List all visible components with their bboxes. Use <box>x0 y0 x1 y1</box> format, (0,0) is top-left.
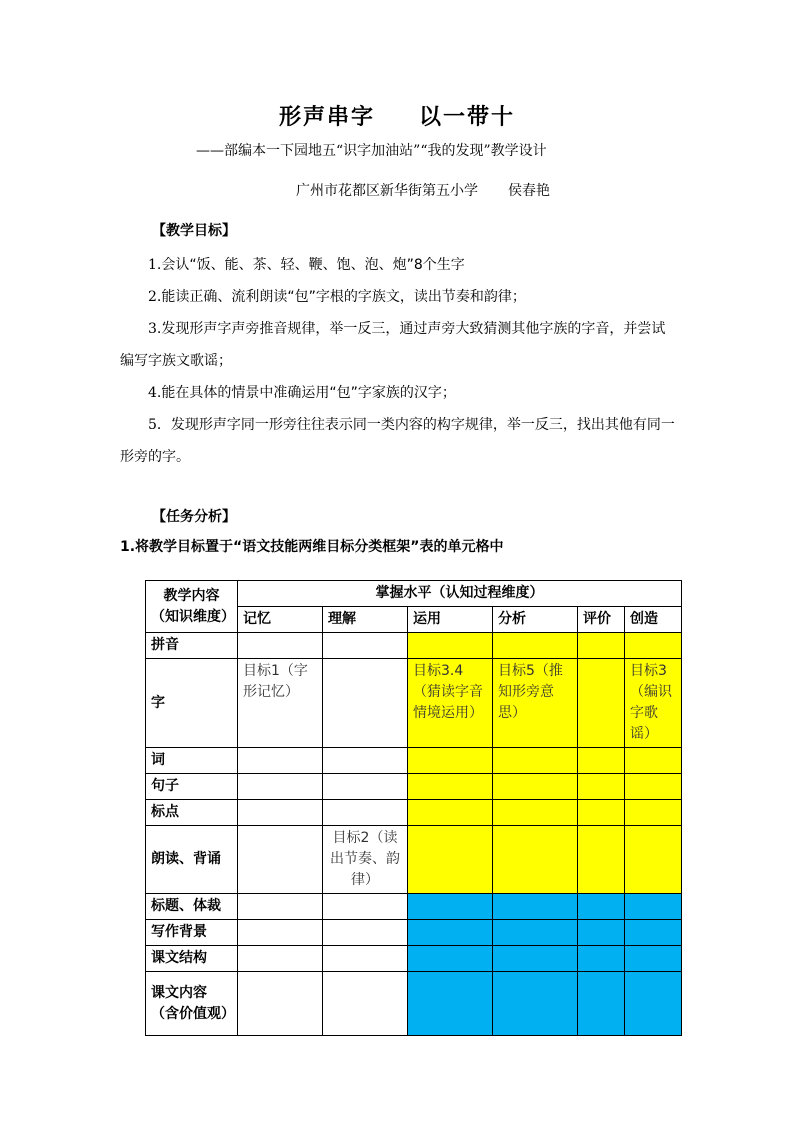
cell <box>323 920 408 946</box>
cell <box>408 633 493 659</box>
objective-2: 2.能读正确、流利朗读“包”字根的字族文，读出节奏和韵律； <box>148 289 526 305</box>
cell <box>323 659 408 748</box>
objective-4: 4.能在具体的情景中准确运用“包”字家族的汉字； <box>148 385 456 401</box>
cell <box>493 894 578 920</box>
row-label: 词 <box>146 748 238 774</box>
mastery-header: 掌握水平（认知过程维度） <box>238 581 682 607</box>
level-understand: 理解 <box>323 607 408 633</box>
cell <box>493 633 578 659</box>
cell <box>408 826 493 894</box>
table-row <box>146 748 682 774</box>
objective-5: 5．发现形声字同一形旁往往表示同一类内容的构字规律，举一反三，找出其他有同一 <box>148 417 675 433</box>
cell <box>578 972 625 1036</box>
cell <box>625 633 682 659</box>
objective-3-continued: 编写字族文歌谣； <box>120 353 232 369</box>
objective-1: 1.会认“饭、能、茶、轻、鞭、饱、泡、炮”8个生字 <box>148 257 465 273</box>
level-analyze: 分析 <box>493 607 578 633</box>
cell <box>408 774 493 800</box>
table-row <box>146 894 682 920</box>
cell <box>408 894 493 920</box>
level-memory: 记忆 <box>238 607 323 633</box>
document-subtitle: ——部编本一下园地五“识字加油站”“我的发现”教学设计 <box>196 143 547 159</box>
table-header-row <box>146 581 682 607</box>
cell <box>323 800 408 826</box>
cell <box>323 972 408 1036</box>
row-label: 课文内容（含价值观） <box>146 972 238 1036</box>
table-row <box>146 920 682 946</box>
author-line <box>296 180 550 200</box>
cell-goal-memory: 目标1（字形记忆） <box>238 659 323 748</box>
cell <box>238 826 323 894</box>
cell <box>578 800 625 826</box>
cell <box>578 946 625 972</box>
cell <box>493 826 578 894</box>
cell <box>578 920 625 946</box>
cell <box>238 972 323 1036</box>
author-school: 广州市花都区新华街第五小学 <box>296 183 478 199</box>
cell <box>323 894 408 920</box>
cell <box>323 748 408 774</box>
title-part-2: 以一带十 <box>419 104 516 130</box>
cell <box>493 920 578 946</box>
cell <box>238 633 323 659</box>
author-name: 侯春艳 <box>508 183 550 199</box>
cell <box>493 946 578 972</box>
cell <box>238 946 323 972</box>
document-title <box>0 100 794 131</box>
table-row <box>146 826 682 894</box>
cell <box>625 920 682 946</box>
level-create: 创造 <box>625 607 682 633</box>
cell <box>625 894 682 920</box>
cell-goal-apply: 目标3.4（猜读字音情境运用） <box>408 659 493 748</box>
table-row <box>146 633 682 659</box>
cell <box>238 800 323 826</box>
cell <box>578 633 625 659</box>
cell <box>578 826 625 894</box>
cell <box>625 972 682 1036</box>
cell <box>238 748 323 774</box>
cell <box>625 826 682 894</box>
objectives-heading: 【教学目标】 <box>152 223 236 239</box>
objectives-classification-table <box>145 580 682 1036</box>
cell <box>323 946 408 972</box>
row-label: 拼音 <box>146 633 238 659</box>
level-apply: 运用 <box>408 607 493 633</box>
table-row <box>146 946 682 972</box>
cell <box>625 748 682 774</box>
cell <box>238 894 323 920</box>
cell <box>625 946 682 972</box>
table-row <box>146 774 682 800</box>
cell <box>323 774 408 800</box>
row-label: 标题、体裁 <box>146 894 238 920</box>
cell <box>578 894 625 920</box>
cell <box>625 774 682 800</box>
task-heading: 【任务分析】 <box>152 509 236 525</box>
objective-5-continued: 形旁的字。 <box>120 449 190 465</box>
cell <box>578 659 625 748</box>
task-item-1: 1.将教学目标置于“语文技能两维目标分类框架”表的单元格中 <box>120 539 504 555</box>
cell <box>408 972 493 1036</box>
content-header: 教学内容（知识维度） <box>146 581 238 633</box>
cell-goal-create: 目标3（编识字歌谣） <box>625 659 682 748</box>
row-label: 句子 <box>146 774 238 800</box>
cell-goal-understand: 目标2（读出节奏、韵律） <box>323 826 408 894</box>
cell <box>493 972 578 1036</box>
row-label: 标点 <box>146 800 238 826</box>
cell <box>408 946 493 972</box>
cell <box>493 800 578 826</box>
level-evaluate: 评价 <box>578 607 625 633</box>
cell <box>493 748 578 774</box>
table-row <box>146 659 682 748</box>
cell <box>408 920 493 946</box>
row-label: 课文结构 <box>146 946 238 972</box>
table-row <box>146 800 682 826</box>
row-label: 写作背景 <box>146 920 238 946</box>
row-label: 字 <box>146 659 238 748</box>
cell <box>578 748 625 774</box>
cell <box>578 774 625 800</box>
cell <box>408 800 493 826</box>
cell-goal-analyze: 目标5（推知形旁意思） <box>493 659 578 748</box>
title-part-1: 形声串字 <box>278 104 375 130</box>
cell <box>493 774 578 800</box>
cell <box>238 920 323 946</box>
cell <box>323 633 408 659</box>
row-label: 朗读、背诵 <box>146 826 238 894</box>
cell <box>238 774 323 800</box>
objective-3: 3.发现形声字声旁推音规律，举一反三，通过声旁大致猜测其他字族的字音，并尝试 <box>148 321 666 337</box>
table-row <box>146 972 682 1036</box>
cell <box>625 800 682 826</box>
cell <box>408 748 493 774</box>
